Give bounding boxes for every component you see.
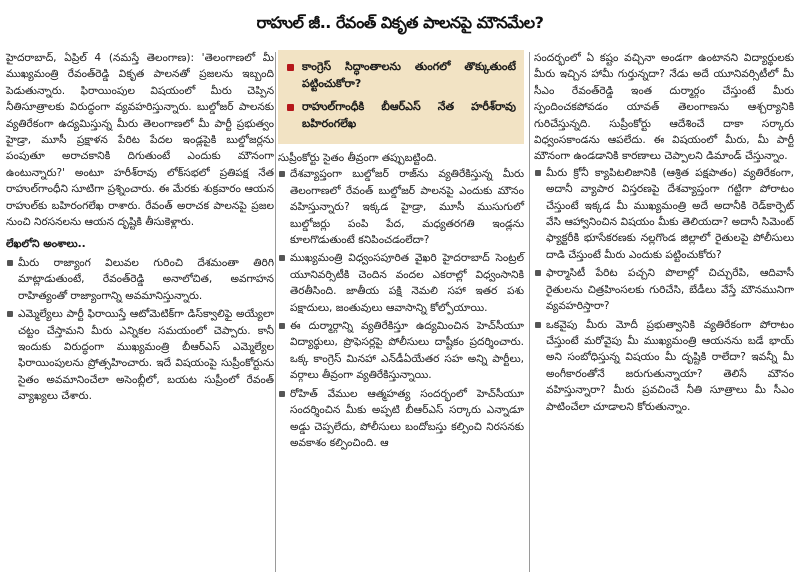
list-item: మీరు క్రోనీ క్యాపిటలిజానికి (ఆశ్రిత పక్షపాతం) వ్యతిరేకంగా, అదానీ వ్యాపార విస్తరణపై దేశవ్యాప్తంగా గట్టిగా పోరాటం చేస్తుంటే ఇక్కడ మీ ముఖ్యమంత్రి అదే అదానీకి రెడ్‌కార్పెట్ వేసి ఆహ్వానించిన విషయం మీకు తెలియదా? అదానీ సిమెంట్ ఫ్యాక్టరీకి భూసేకరణకు నల్లగొండ జిల్లాలో రైతులపై పోలీసులు దాడి చేస్తుంటే మీరు ఎందుకు పట్టించుకోరు? <box>534 165 794 263</box>
pull-quote-box <box>278 50 524 144</box>
lead-paragraph: హైదరాబాద్, ఏప్రిల్ 4 (నమస్తే తెలంగాణ): 'తెలంగాణలో మీ ముఖ్యమంత్రి రేవంత్‌రెడ్డి వికృత పాలనతో ప్రజలను ఇబ్బంది పెడుతున్నారు. ఫిరాయింపుల విషయంలో మీరు చెప్పిన నీతిసూత్రాలకు విరుద్ధంగా వ్యవహరిస్తున్నారు. బుల్డోజర్ పాలనకు వ్యతిరేకంగా ఉద్యమిస్తున్న మీరు తెలంగాణలో మీ పార్టీ ప్రభుత్వం హైడ్రా, మూసీ ప్రక్షాళన పేరిట పేదల ఇండ్లపైకి బుల్డోజర్లను పంపుతూ అరాచకానికి దిగుతుంటే ఎందుకు మౌనంగా ఉంటున్నారు?' అంటూ హరీశ్‌రావు లోక్‌సభలో ప్రతిపక్ష నేత రాహుల్‌గాంధీని సూటిగా ప్రశ్నించారు. ఈ మేరకు శుక్రవారం ఆయన రాహుల్‌కు బహిరంగలేఖ రాశారు. రేవంత్ అరాచక పాలనపై ప్రజల నుంచి నిరసనలను ఆయన దృష్టికి తీసుకెళ్లారు. <box>6 52 274 229</box>
points-list <box>278 166 524 451</box>
list-item: రోహిత్ వేముల ఆత్మహత్య సందర్భంలో హెచ్‌సీయూ సందర్శించిన మీకు అప్పటి బీఆర్‌ఎస్ సర్కారు ఎన్నాడూ అడ్డు చెప్పలేదు, పోలీసులు బందోబస్తు కల్పించి నిరసనకు అవకాశం కల్పించింది. ఆ <box>278 386 524 452</box>
headline: రాహుల్ జీ.. రేవంత్ వికృత పాలనపై మౌనమేల? <box>256 13 544 32</box>
list-item: ఈ దుర్మార్గాన్ని వ్యతిరేకిస్తూ ఉద్యమించిన హెచ్‌సీయూ విద్యార్థులు, ప్రొఫెసర్లపై పోలీసులు దాష్టీకం ప్రదర్శించారు. ఒక్క కాంగ్రెస్ మినహా ఎన్‌డీఏయేతర సహ అన్ని పార్టీలు, వర్గాలు తీవ్రంగా వ్యతిరేకిస్తున్నాయి. <box>278 318 524 384</box>
list-item: ముఖ్యమంత్రి విధ్వంసపూరిత వైఖరి హైదరాబాద్ సెంట్రల్ యూనివర్సిటీకి చెందిన వందల ఎకరాల్లో విధ్వంసానికి తెరతీసింది. జాతీయ పక్షి నెమలి సహా ఇతర పశు పక్షాదులు, జంతువులు ఆవాసాన్ని కోల్పోయాయి. <box>278 250 524 316</box>
section-title: లేఖలోని అంశాలు.. <box>6 238 86 251</box>
square-bullet-icon <box>279 255 285 261</box>
red-bullet-icon <box>287 64 294 71</box>
column-1 <box>6 50 274 407</box>
square-bullet-icon <box>279 171 285 177</box>
column-3 <box>534 50 794 417</box>
list-item: దేశవ్యాప్తంగా బుల్డోజర్ రాజ్‌ను వ్యతిరేకిస్తున్న మీరు తెలంగాణలో రేవంత్ బుల్డోజర్ పాలనపై ఎందుకు మౌనం వహిస్తున్నారు? ఇక్కడ హైడ్రా, మూసీ ముసుగులో బుల్డోజర్లు పంపి పేద, మధ్యతరగతి ఇండ్లను కూలగొడుతుంటే కనిపించడంలేదా? <box>278 166 524 248</box>
continued-text: సుప్రీంకోర్టు సైతం తీవ్రంగా తప్పుబట్టింది. <box>278 152 437 164</box>
column-divider <box>529 52 530 572</box>
square-bullet-icon <box>279 323 285 329</box>
points-list <box>6 255 274 405</box>
list-item: ఫార్మాసిటీ పేరిట పచ్చని పొలాల్లో చిచ్చురేపి, ఆదివాసీ రైతులను చిత్రహింసలకు గురిచేసి, బేడీలు వేస్తే మౌనమునిగా వ్యవహరిస్తారా? <box>534 265 794 314</box>
square-bullet-icon <box>7 260 13 266</box>
list-item: ఒకవైపు మీరు మోదీ ప్రభుత్వానికి వ్యతిరేకంగా పోరాటం చేస్తుంటే మరోవైపు మీ ముఖ్యమంత్రి ఆయనను బడే భాయ్ అని సంబోధిస్తున్న విషయం మీ దృష్టికి రాలేదా? ఇవన్నీ మీ అంగీకారంతోనే జరుగుతున్నాయా? తెలిసే మౌనం వహిస్తున్నారా? మీరు ప్రవచించే నీతి సూత్రాలు మీ సీఎం పాటించేలా చూడాలని కోరుతున్నాం. <box>534 317 794 415</box>
red-bullet-icon <box>287 104 294 111</box>
list-item: ఎమ్మెల్యేలు పార్టీ ఫిరాయిస్తే ఆటోమెటిక్‌గా డిస్‌క్వాలిఫై అయ్యేలా చట్టం చేస్తామని మీరు ఎన్నికల సమయంలో చెప్పారు. కానీ ఇందుకు విరుద్ధంగా ముఖ్యమంత్రి బీఆర్‌ఎస్ ఎమ్మెల్యేల ఫిరాయింపులను ప్రోత్సహించారు. ఇదే విషయంపై సుప్రీంకోర్టును సైతం అవమానించేలా అసెంబ్లీలో, బయట సుప్రీంలో రేవంత్ వ్యాఖ్యలు చేశారు. <box>6 306 274 404</box>
list-item: మీరు రాజ్యాంగ విలువల గురించి దేశమంతా తిరిగి మాట్లాడుతుంటే, రేవంత్‌రెడ్డి అనాలోచిత, అవగాహన రాహిత్యంతో రాజ్యాంగాన్ని అవమానిస్తున్నారు. <box>6 255 274 304</box>
intro-paragraph: సందర్భంలో ఏ కష్టం వచ్చినా అండగా ఉంటానని విద్యార్థులకు మీరు ఇచ్చిన హామీ గుర్తున్నదా? నేడు అదే యూనివర్సిటీలో మీ సీఎం రేవంత్‌రెడ్డి ఇంత దుర్మార్గం చేస్తుంటే మీరు స్పందించకపోవడం యావత్ తెలంగాణను ఆశ్చర్యానికి గురిచేస్తున్నది. సుప్రీంకోర్టు ఆదేశించే దాకా సర్కారు విధ్వంసకాండను ఆపలేదు. ఈ విషయంలో మీరు, మీ పార్టీ మౌనంగా ఉండడానికి కారణాలు చెప్పాలని డిమాండ్ చేస్తున్నాం. <box>534 52 794 163</box>
square-bullet-icon <box>7 311 13 317</box>
square-bullet-icon <box>535 270 541 276</box>
square-bullet-icon <box>535 170 541 176</box>
pull-quote: కాంగ్రెస్ సిద్ధాంతాలను తుంగలో తొక్కుతుంటే పట్టించుకోరా? <box>286 58 516 92</box>
pull-quote: రాహుల్‌గాంధీకి బీఆర్‌ఎస్ నేత హరీశ్‌రావు బహిరంగలేఖ <box>286 98 516 132</box>
column-divider <box>275 52 276 572</box>
column-2 <box>278 50 524 453</box>
points-list <box>534 165 794 415</box>
square-bullet-icon <box>535 322 541 328</box>
square-bullet-icon <box>279 391 285 397</box>
